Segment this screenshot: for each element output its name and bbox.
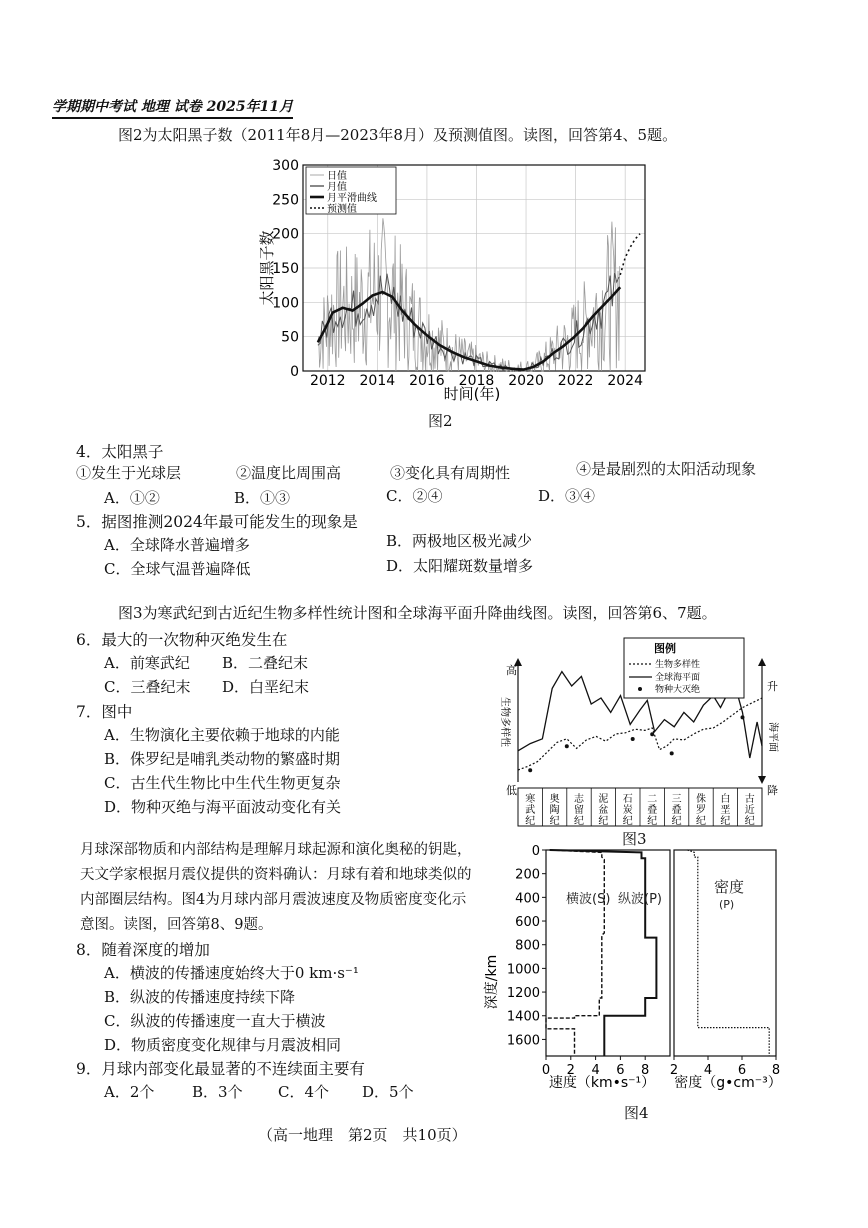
fig3-extinction-point	[650, 732, 654, 736]
fig4-x-tick-label: 4	[591, 1063, 600, 1078]
fig4-p-wave-line	[550, 850, 657, 1056]
fig4-density-x-tick-label: 2	[669, 1063, 679, 1078]
fig3-y-label: 生物多样性	[499, 697, 510, 747]
q7-option-a: A．生物演化主要依赖于地球的内能	[104, 726, 340, 744]
fig2-y-tick-label: 0	[290, 364, 299, 380]
fig2-x-tick-label: 2014	[359, 373, 396, 389]
fig2-y-ticks	[272, 158, 299, 380]
fig4-y-tick-label: 1200	[506, 986, 540, 1002]
fig2-y-tick-label: 250	[272, 192, 299, 209]
legend-smoothed: 月平滑曲线	[327, 193, 377, 204]
legend-prediction: 预测值	[327, 204, 357, 215]
fig3-y-bottom: 低	[506, 784, 517, 797]
q7-option-d: D．物种灭绝与海平面波动变化有关	[104, 798, 342, 816]
fig3-extinction-point	[741, 715, 745, 719]
q8-stem: 8．随着深度的增加	[76, 941, 210, 959]
fig3-period-label: 志留纪	[574, 794, 584, 827]
q6-option-a: A．前寒武纪	[104, 654, 190, 672]
fig2-y-tick-label: 150	[272, 261, 299, 277]
q5-option-a: A．全球降水普遍增多	[104, 536, 250, 554]
fig3-period-label: 泥盆纪	[598, 794, 609, 827]
intro-q4-5: 图2为太阳黑子数（2011年8月—2023年8月）及预测值图。读图，回答第4、5题。	[118, 126, 678, 144]
q9-option-d: D．5个	[362, 1083, 414, 1101]
q4-statement-3: ③变化具有周期性	[390, 464, 511, 482]
fig3-y2-bottom: 降	[767, 784, 778, 797]
exam-header: 学期期中考试 地理 试卷 2025年11月	[52, 96, 293, 119]
q4-statement-1: ①发生于光球层	[76, 464, 182, 482]
fig4-s-label: 横波(S)	[566, 892, 611, 907]
page-footer: （高一地理 第2页 共10页）	[258, 1126, 467, 1144]
fig4-density-sub: (P)	[719, 898, 735, 911]
fig4-density-label: 密度	[714, 878, 745, 896]
fig3-period-label: 二叠纪	[647, 794, 658, 827]
q8-option-d: D．物质密度变化规律与月震波相同	[104, 1036, 342, 1054]
q5-option-d: D．太阳耀斑数量增多	[386, 557, 534, 575]
fig4-x-tick-label: 0	[541, 1063, 551, 1078]
fig2-x-tick-label: 2012	[309, 373, 346, 389]
fig4-x-tick-label: 8	[641, 1063, 650, 1078]
fig4-x-tick-label: 2	[566, 1063, 575, 1078]
fig4-y-tick-label: 600	[515, 915, 540, 931]
fig2-daily-monthly-values	[318, 218, 620, 371]
fig4-y-tick-label: 1600	[506, 1033, 540, 1049]
q7-option-c: C．古生代生物比中生代生物更复杂	[104, 774, 341, 792]
fig4-y-axis-label: 深度/km	[484, 954, 500, 1010]
figure-4-caption: 图4	[624, 1104, 649, 1122]
fig2-x-tick-label: 2022	[557, 373, 594, 389]
fig4-y-tick-label: 0	[531, 844, 540, 859]
fig2-y-axis-label: 太阳黑子数	[258, 230, 276, 306]
fig3-period-label: 三叠纪	[671, 794, 682, 827]
fig4-x-tick-label: 6	[616, 1063, 625, 1078]
fig2-x-tick-label: 2020	[508, 373, 544, 389]
fig4-y-tick-label: 800	[515, 938, 540, 954]
q4-statement-2: ②温度比周围高	[236, 464, 342, 482]
q4-option-a: A．①②	[104, 489, 160, 507]
q7-stem: 7．图中	[76, 703, 133, 721]
fig3-legend-title: 图例	[654, 642, 676, 655]
q5-stem: 5．据图推测2024年最可能发生的现象是	[76, 513, 358, 531]
fig2-y-tick-label: 50	[281, 329, 299, 346]
legend-biodiversity: 生物多样性	[655, 660, 701, 670]
fig3-y2-top: 升	[767, 680, 778, 693]
figure-4-moon-interior-chart	[478, 842, 808, 1098]
q4-statement-4: ④是最剧烈的太阳活动现象	[576, 460, 757, 478]
q8-option-b: B．纵波的传播速度持续下降	[104, 988, 296, 1006]
fig3-biodiversity-line	[518, 698, 762, 770]
fig4-y-tick-label: 400	[515, 891, 540, 907]
q5-option-c: C．全球气温普遍降低	[104, 560, 251, 578]
q9-option-c: C．4个	[278, 1083, 330, 1101]
q4-stem: 4．太阳黑子	[76, 443, 164, 461]
fig3-extinction-point	[565, 744, 569, 748]
q4-option-c: C．②④	[386, 487, 443, 505]
fig3-extinction-point	[528, 768, 532, 772]
fig2-x-tick-label: 2018	[458, 373, 495, 389]
q6-option-b: B．二叠纪末	[222, 654, 309, 672]
fig4-y-tick-label: 1000	[506, 962, 540, 978]
figure-2-caption: 图2	[428, 412, 453, 430]
fig4-s-wave-line	[546, 850, 604, 1056]
legend-sea-level: 全球海平面	[655, 673, 701, 683]
q9-option-b: B．3个	[192, 1083, 243, 1101]
fig3-legend	[624, 638, 744, 698]
figure-3-biodiversity-chart	[484, 632, 790, 842]
fig2-y-tick-label: 200	[272, 226, 299, 243]
fig3-y-top: 高	[506, 664, 517, 677]
figure-3-caption: 图3	[622, 830, 647, 848]
fig4-y-tick-label: 200	[515, 867, 540, 883]
fig3-extinction-point	[631, 737, 635, 741]
q5-option-b: B．两极地区极光减少	[386, 532, 533, 550]
q8-option-a: A．横波的传播速度始终大于0 km·s⁻¹	[104, 964, 359, 982]
fig3-mass-extinction-points	[528, 715, 744, 772]
legend-extinction: 物种大灭绝	[655, 685, 701, 695]
q6-option-d: D．白垩纪末	[222, 678, 310, 696]
fig4-density-x-tick-label: 6	[737, 1063, 747, 1078]
q9-stem: 9．月球内部变化最显著的不连续面主要有	[76, 1060, 365, 1078]
fig3-extinction-point	[670, 751, 674, 755]
fig2-daily-values-line	[318, 218, 620, 371]
fig4-x-axis-label-velocity: 速度（km•s⁻¹）	[548, 1075, 656, 1091]
fig3-period-label: 石炭纪	[622, 794, 633, 827]
q4-option-b: B．①③	[234, 489, 291, 507]
q9-option-a: A．2个	[104, 1083, 155, 1101]
fig4-y-tick-label: 1400	[506, 1009, 540, 1025]
q6-stem: 6．最大的一次物种灭绝发生在	[76, 631, 288, 649]
fig3-period-label: 寒武纪	[525, 794, 536, 827]
intro-q8-9: 月球深部物质和内部结构是理解月球起源和演化奥秘的钥匙，天文学家根据月震仪提供的资料确认：月球有着和地球类似的内部圈层结构。图4为月球内部月震波速度及物质密度变化示意图。读图，回答第8、9题。	[80, 842, 472, 933]
q8-option-c: C．纵波的传播速度一直大于横波	[104, 1012, 326, 1030]
figure-2-sunspot-chart	[250, 155, 660, 405]
fig2-x-tick-label: 2016	[409, 373, 445, 389]
fig3-period-label: 白垩纪	[720, 794, 731, 827]
fig2-legend	[306, 167, 396, 215]
fig4-x-axis-label-density: 密度（g•cm⁻³）	[674, 1075, 782, 1091]
q4-option-d: D．③④	[538, 487, 596, 505]
fig3-period-label: 侏罗纪	[696, 794, 706, 827]
fig2-prediction-line	[620, 234, 640, 275]
fig4-density-x-tick-label: 8	[771, 1063, 781, 1078]
legend-daily: 日值	[327, 171, 347, 182]
intro-q6-7: 图3为寒武纪到古近纪生物多样性统计图和全球海平面升降曲线图。读图，回答第6、7题。	[118, 604, 717, 622]
fig2-y-tick-label: 300	[272, 158, 299, 174]
fig4-velocity-frame	[546, 850, 670, 1056]
fig2-x-axis-label: 时间(年)	[443, 385, 501, 403]
fig2-x-tick-label: 2024	[607, 373, 643, 389]
legend-monthly: 月值	[327, 182, 347, 193]
fig4-p-label: 纵波(P)	[618, 892, 662, 907]
fig3-period-label: 奥陶纪	[549, 794, 560, 827]
q6-option-c: C．三叠纪末	[104, 678, 191, 696]
fig4-density-x-tick-label: 4	[703, 1063, 713, 1078]
fig3-y2-label: 海平面	[767, 722, 778, 752]
fig2-y-tick-label: 100	[272, 295, 299, 312]
fig3-period-label: 古近纪	[744, 794, 755, 827]
q7-option-b: B．侏罗纪是哺乳类动物的繁盛时期	[104, 750, 341, 768]
